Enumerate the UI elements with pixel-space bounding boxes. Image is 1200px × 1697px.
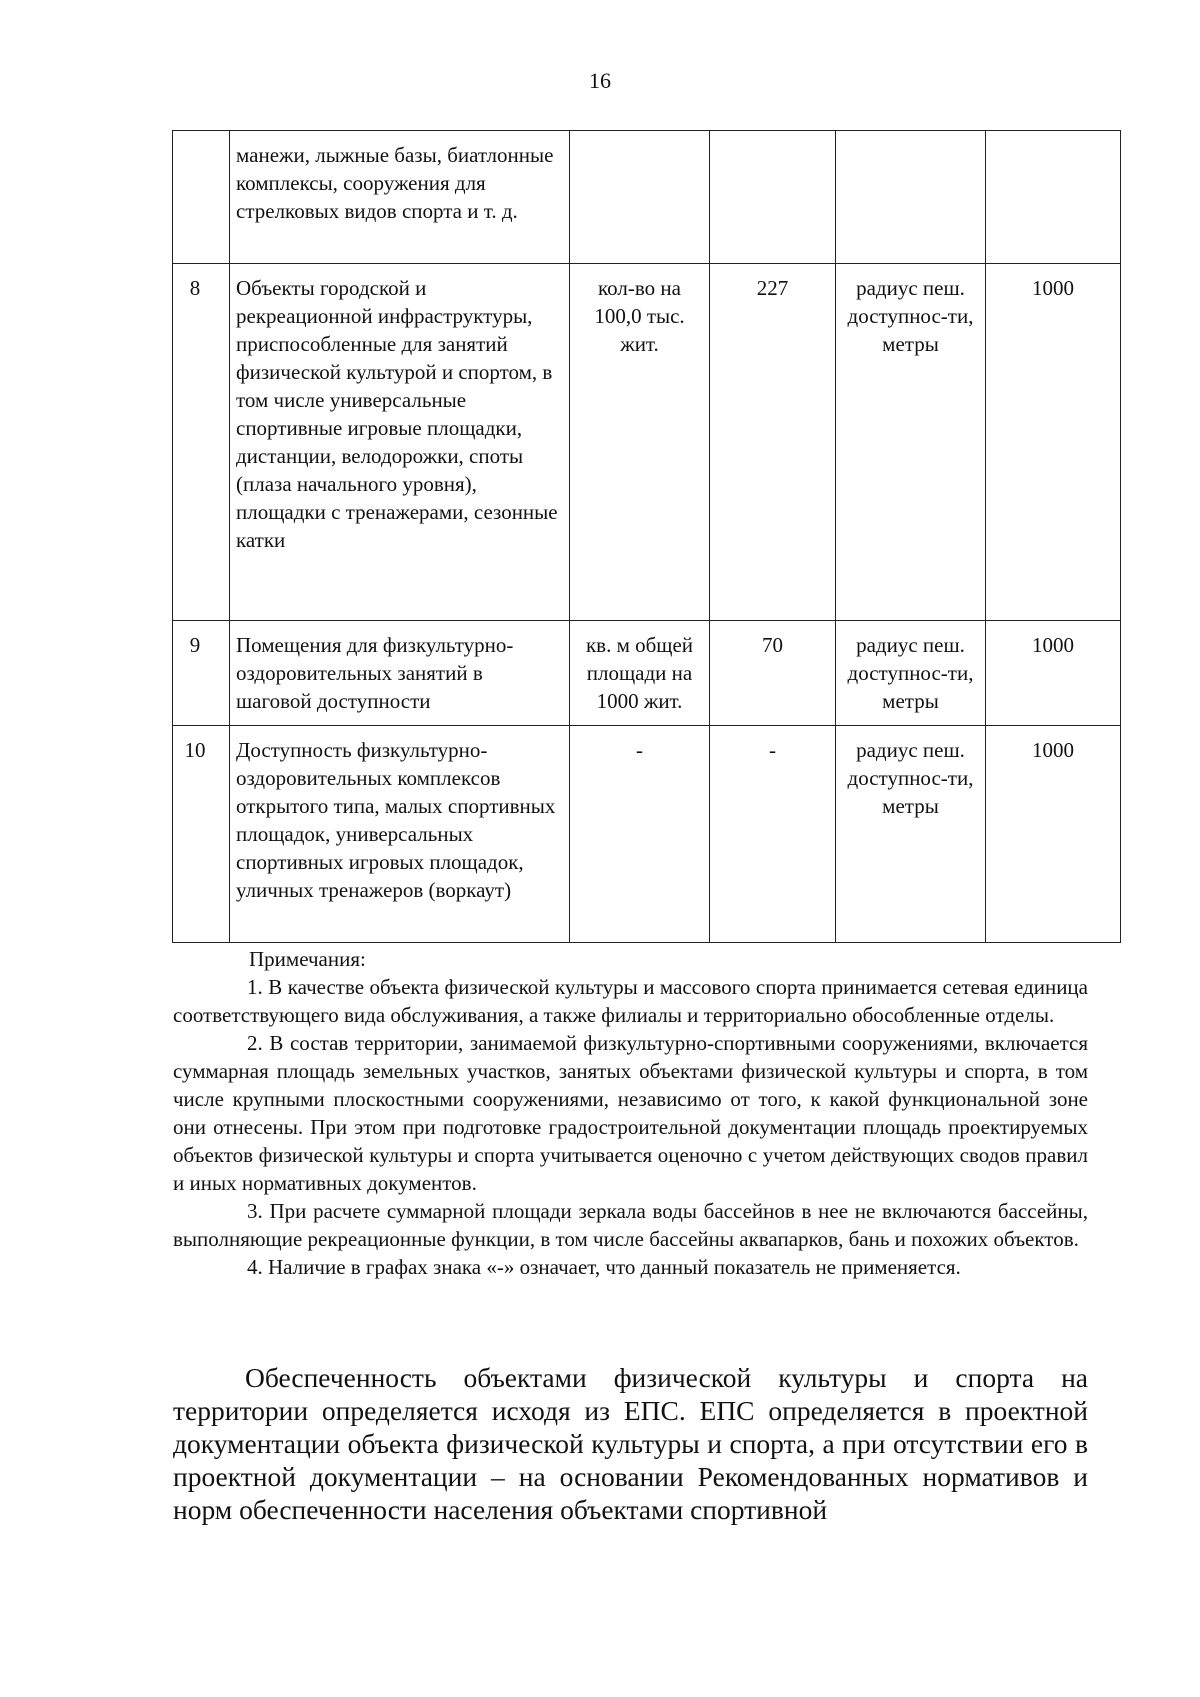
body-paragraph: Обеспеченность объектами физической культуры и спорта на территории определяется исходя из ЕПС. ЕПС определяется в проектной документации объекта физической культуры и спорта, а при отсутствии его в проектной документации – на основании Рекомендованных нормативов и норм обеспеченности населения объектами спортивной <box>173 1362 1088 1525</box>
notes-title: Примечания: <box>249 947 366 971</box>
table-row <box>173 131 1121 264</box>
object-name-cell: манежи, лыжные базы, биатлонные комплексы, сооружения для стрелковых видов спорта и т. д. <box>230 131 570 264</box>
value-cell <box>710 131 836 264</box>
accessibility-value-cell <box>986 131 1121 264</box>
table-row <box>173 621 1121 726</box>
row-number-cell <box>173 131 230 264</box>
norms-table <box>172 130 1121 943</box>
accessibility-unit-cell: радиус пеш. доступнос-ти, метры <box>836 726 986 943</box>
notes-section <box>173 945 1088 1281</box>
value-cell: 70 <box>710 621 836 726</box>
row-number-cell: 9 <box>173 621 230 726</box>
accessibility-value-cell: 1000 <box>986 621 1121 726</box>
row-number-cell: 8 <box>173 264 230 621</box>
unit-cell: кв. м общей площади на 1000 жит. <box>570 621 710 726</box>
note-item: 2. В состав территории, занимаемой физкультурно-спортивными сооружениями, включается суммарная площадь земельных участков, занятых объектами физической культуры и спорта, в том числе крупными плоскостными сооружениями, независимо от того, к какой функциональной зоне они отнесены. При этом при подготовке градостроительной документации площадь проектируемых объектов физической культуры и спорта учитывается оценочно с учетом действующих сводов правил и иных нормативных документов. <box>173 1031 1088 1195</box>
table-row <box>173 726 1121 943</box>
page-number: 16 <box>589 68 611 93</box>
unit-cell: кол-во на 100,0 тыс. жит. <box>570 264 710 621</box>
note-item: 4. Наличие в графах знака «-» означает, что данный показатель не применяется. <box>247 1255 961 1279</box>
accessibility-unit-cell: радиус пеш. доступнос-ти, метры <box>836 264 986 621</box>
object-name-cell: Помещения для физкультурно-оздоровительных занятий в шаговой доступности <box>230 621 570 726</box>
value-cell: - <box>710 726 836 943</box>
accessibility-unit-cell <box>836 131 986 264</box>
note-item: 1. В качестве объекта физической культуры и массового спорта принимается сетевая единица соответствующего вида обслуживания, а также филиалы и территориально обособленные отделы. <box>173 975 1088 1027</box>
accessibility-value-cell: 1000 <box>986 726 1121 943</box>
accessibility-value-cell: 1000 <box>986 264 1121 621</box>
object-name-cell: Объекты городской и рекреационной инфраструктуры, приспособленные для занятий физической культурой и спортом, в том числе универсальные спортивные игровые площадки, дистанции, велодорожки, споты (плаза начального уровня), площадки с тренажерами, сезонные катки <box>230 264 570 621</box>
note-item: 3. При расчете суммарной площади зеркала воды бассейнов в нее не включаются бассейны, выполняющие рекреационные функции, в том числе бассейны аквапарков, бань и похожих объектов. <box>173 1199 1088 1251</box>
value-cell: 227 <box>710 264 836 621</box>
accessibility-unit-cell: радиус пеш. доступнос-ти, метры <box>836 621 986 726</box>
row-number-cell: 10 <box>173 726 230 943</box>
table-row <box>173 264 1121 621</box>
unit-cell <box>570 131 710 264</box>
object-name-cell: Доступность физкультурно-оздоровительных комплексов открытого типа, малых спортивных площадок, универсальных спортивных игровых площадок, уличных тренажеров (воркаут) <box>230 726 570 943</box>
unit-cell: - <box>570 726 710 943</box>
